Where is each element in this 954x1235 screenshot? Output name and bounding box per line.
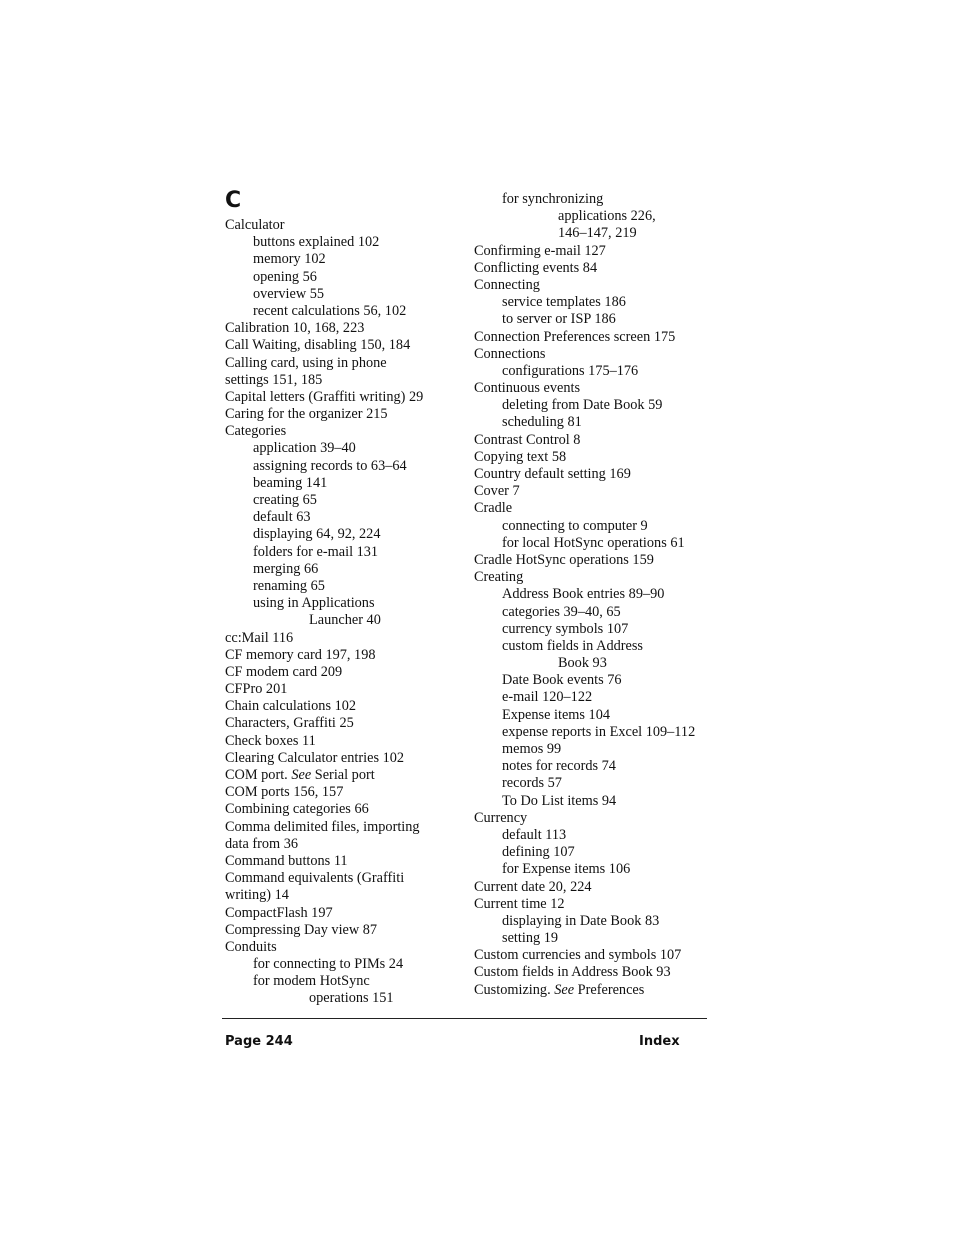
index-entry: COM ports 156, 157 [225, 784, 344, 801]
index-entry: CFPro 201 [225, 681, 288, 698]
index-subentry: displaying in Date Book 83 [502, 912, 660, 929]
see-target: Serial port [311, 767, 375, 783]
index-entry: Caring for the organizer 215 [225, 406, 388, 423]
index-entry: Connections [474, 345, 546, 362]
index-entry: Compressing Day view 87 [225, 921, 378, 938]
index-subentry: scheduling 81 [502, 414, 582, 431]
index-entry: Country default setting 169 [474, 466, 631, 482]
index-subentry: Launcher 40 [309, 612, 381, 629]
index-entry: Connecting [474, 276, 540, 293]
index-entry: settings 151, 185 [225, 371, 323, 388]
index-entry: CF modem card 209 [225, 663, 343, 680]
index-subentry: application 39–40 [253, 440, 356, 457]
see-reference: See [291, 767, 312, 783]
index-entry: Cover 7 [474, 483, 520, 500]
index-subentry: applications 226, [558, 208, 656, 225]
entry-text: COM port. [225, 767, 288, 783]
index-subentry: Book 93 [558, 655, 607, 672]
index-subentry: for synchronizing [502, 191, 604, 207]
index-subentry: notes for records 74 [502, 758, 616, 775]
index-subentry: service templates 186 [502, 294, 626, 311]
index-subentry: overview 55 [253, 285, 325, 302]
index-subentry: records 57 [502, 775, 562, 792]
index-entry: Continuous events [474, 380, 581, 397]
index-entry: Cradle [474, 500, 513, 517]
index-entry: Creating [474, 569, 524, 586]
index-entry: Contrast Control 8 [474, 431, 581, 448]
index-entry: Custom fields in Address Book 93 [474, 964, 671, 981]
index-subentry: currency symbols 107 [502, 620, 629, 637]
footer-divider [222, 1018, 707, 1019]
index-subentry: To Do List items 94 [502, 792, 617, 809]
index-entry: Conduits [225, 938, 277, 955]
index-subentry: buttons explained 102 [253, 234, 380, 251]
index-entry: Chain calculations 102 [225, 698, 357, 715]
index-entry: Call Waiting, disabling 150, 184 [225, 337, 411, 354]
index-subentry: Date Book events 76 [502, 672, 622, 689]
see-reference: See [554, 981, 575, 998]
index-subentry: for Expense items 106 [502, 861, 631, 878]
index-subentry: for modem HotSync [253, 973, 370, 990]
index-subentry: Expense items 104 [502, 706, 611, 723]
index-subentry: defining 107 [502, 844, 575, 861]
index-subentry: creating 65 [253, 492, 317, 508]
see-target: Preferences [574, 981, 645, 998]
index-subentry: renaming 65 [253, 577, 325, 594]
index-entry: Connection Preferences screen 175 [474, 328, 676, 345]
index-entry: Command buttons 11 [225, 852, 348, 869]
index-subentry: e-mail 120–122 [502, 689, 593, 706]
index-subentry: opening 56 [253, 268, 317, 285]
index-entry: Characters, Graffiti 25 [225, 715, 354, 732]
index-entry: Copying text 58 [474, 448, 567, 465]
index-entry: Clearing Calculator entries 102 [225, 749, 405, 766]
index-entry: Calling card, using in phone [225, 354, 387, 371]
index-entry: CompactFlash 197 [225, 904, 333, 921]
index-entry: Confirming e-mail 127 [474, 242, 606, 259]
index-entry: Currency [474, 809, 528, 826]
index-subentry: beaming 141 [253, 474, 328, 491]
page-number: Page 244 [225, 1034, 293, 1049]
index-subentry: using in Applications [253, 595, 375, 612]
index-subentry: to server or ISP 186 [502, 311, 616, 328]
index-subentry: configurations 175–176 [502, 362, 639, 379]
index-entry: CF memory card 197, 198 [225, 646, 376, 663]
index-subentry: 146–147, 219 [558, 225, 637, 242]
entry-text: Customizing. [474, 981, 551, 998]
index-entry: Command equivalents (Graffiti [225, 870, 405, 887]
section-label: Index [639, 1034, 680, 1049]
index-subentry: deleting from Date Book 59 [502, 397, 663, 414]
index-entry: Capital letters (Graffiti writing) 29 [225, 388, 424, 405]
index-subentry: Address Book entries 89–90 [502, 586, 665, 603]
index-subentry: connecting to computer 9 [502, 517, 648, 534]
index-subentry: custom fields in Address [502, 637, 643, 654]
index-entry: Categories [225, 423, 287, 440]
index-entry: Current time 12 [474, 895, 565, 912]
index-column-right [474, 191, 734, 999]
index-subentry: for local HotSync operations 61 [502, 534, 685, 551]
section-letter-heading: C [225, 188, 242, 213]
index-subentry: assigning records to 63–64 [253, 457, 407, 474]
index-entry: Current date 20, 224 [474, 878, 592, 895]
index-entry: cc:Mail 116 [225, 629, 294, 646]
index-subentry: categories 39–40, 65 [502, 603, 621, 620]
index-entry: Calibration 10, 168, 223 [225, 320, 365, 337]
index-entry: Cradle HotSync operations 159 [474, 551, 654, 568]
index-entry: Comma delimited files, importing [225, 818, 420, 835]
index-subentry: merging 66 [253, 560, 319, 577]
index-subentry: for connecting to PIMs 24 [253, 956, 404, 973]
index-subentry: default 113 [502, 826, 567, 843]
index-entry [225, 767, 465, 784]
index-subentry: memory 102 [253, 251, 326, 268]
index-entry: Combining categories 66 [225, 801, 369, 818]
index-entry: Check boxes 11 [225, 732, 316, 749]
index-subentry: memos 99 [502, 741, 562, 757]
index-subentry: default 63 [253, 509, 311, 526]
index-subentry: folders for e-mail 131 [253, 543, 379, 560]
index-entry: writing) 14 [225, 887, 289, 904]
index-subentry: recent calculations 56, 102 [253, 302, 407, 319]
index-entry: Calculator [225, 217, 285, 233]
index-entry: Conflicting events 84 [474, 259, 598, 276]
index-subentry: displaying 64, 92, 224 [253, 526, 381, 543]
index-column-left [225, 217, 465, 1008]
index-entry [474, 982, 734, 999]
index-subentry: setting 19 [502, 930, 558, 947]
index-subentry: expense reports in Excel 109–112 [502, 723, 696, 740]
index-entry: data from 36 [225, 835, 299, 852]
index-entry: Custom currencies and symbols 107 [474, 947, 682, 964]
index-subentry: operations 151 [309, 990, 394, 1007]
